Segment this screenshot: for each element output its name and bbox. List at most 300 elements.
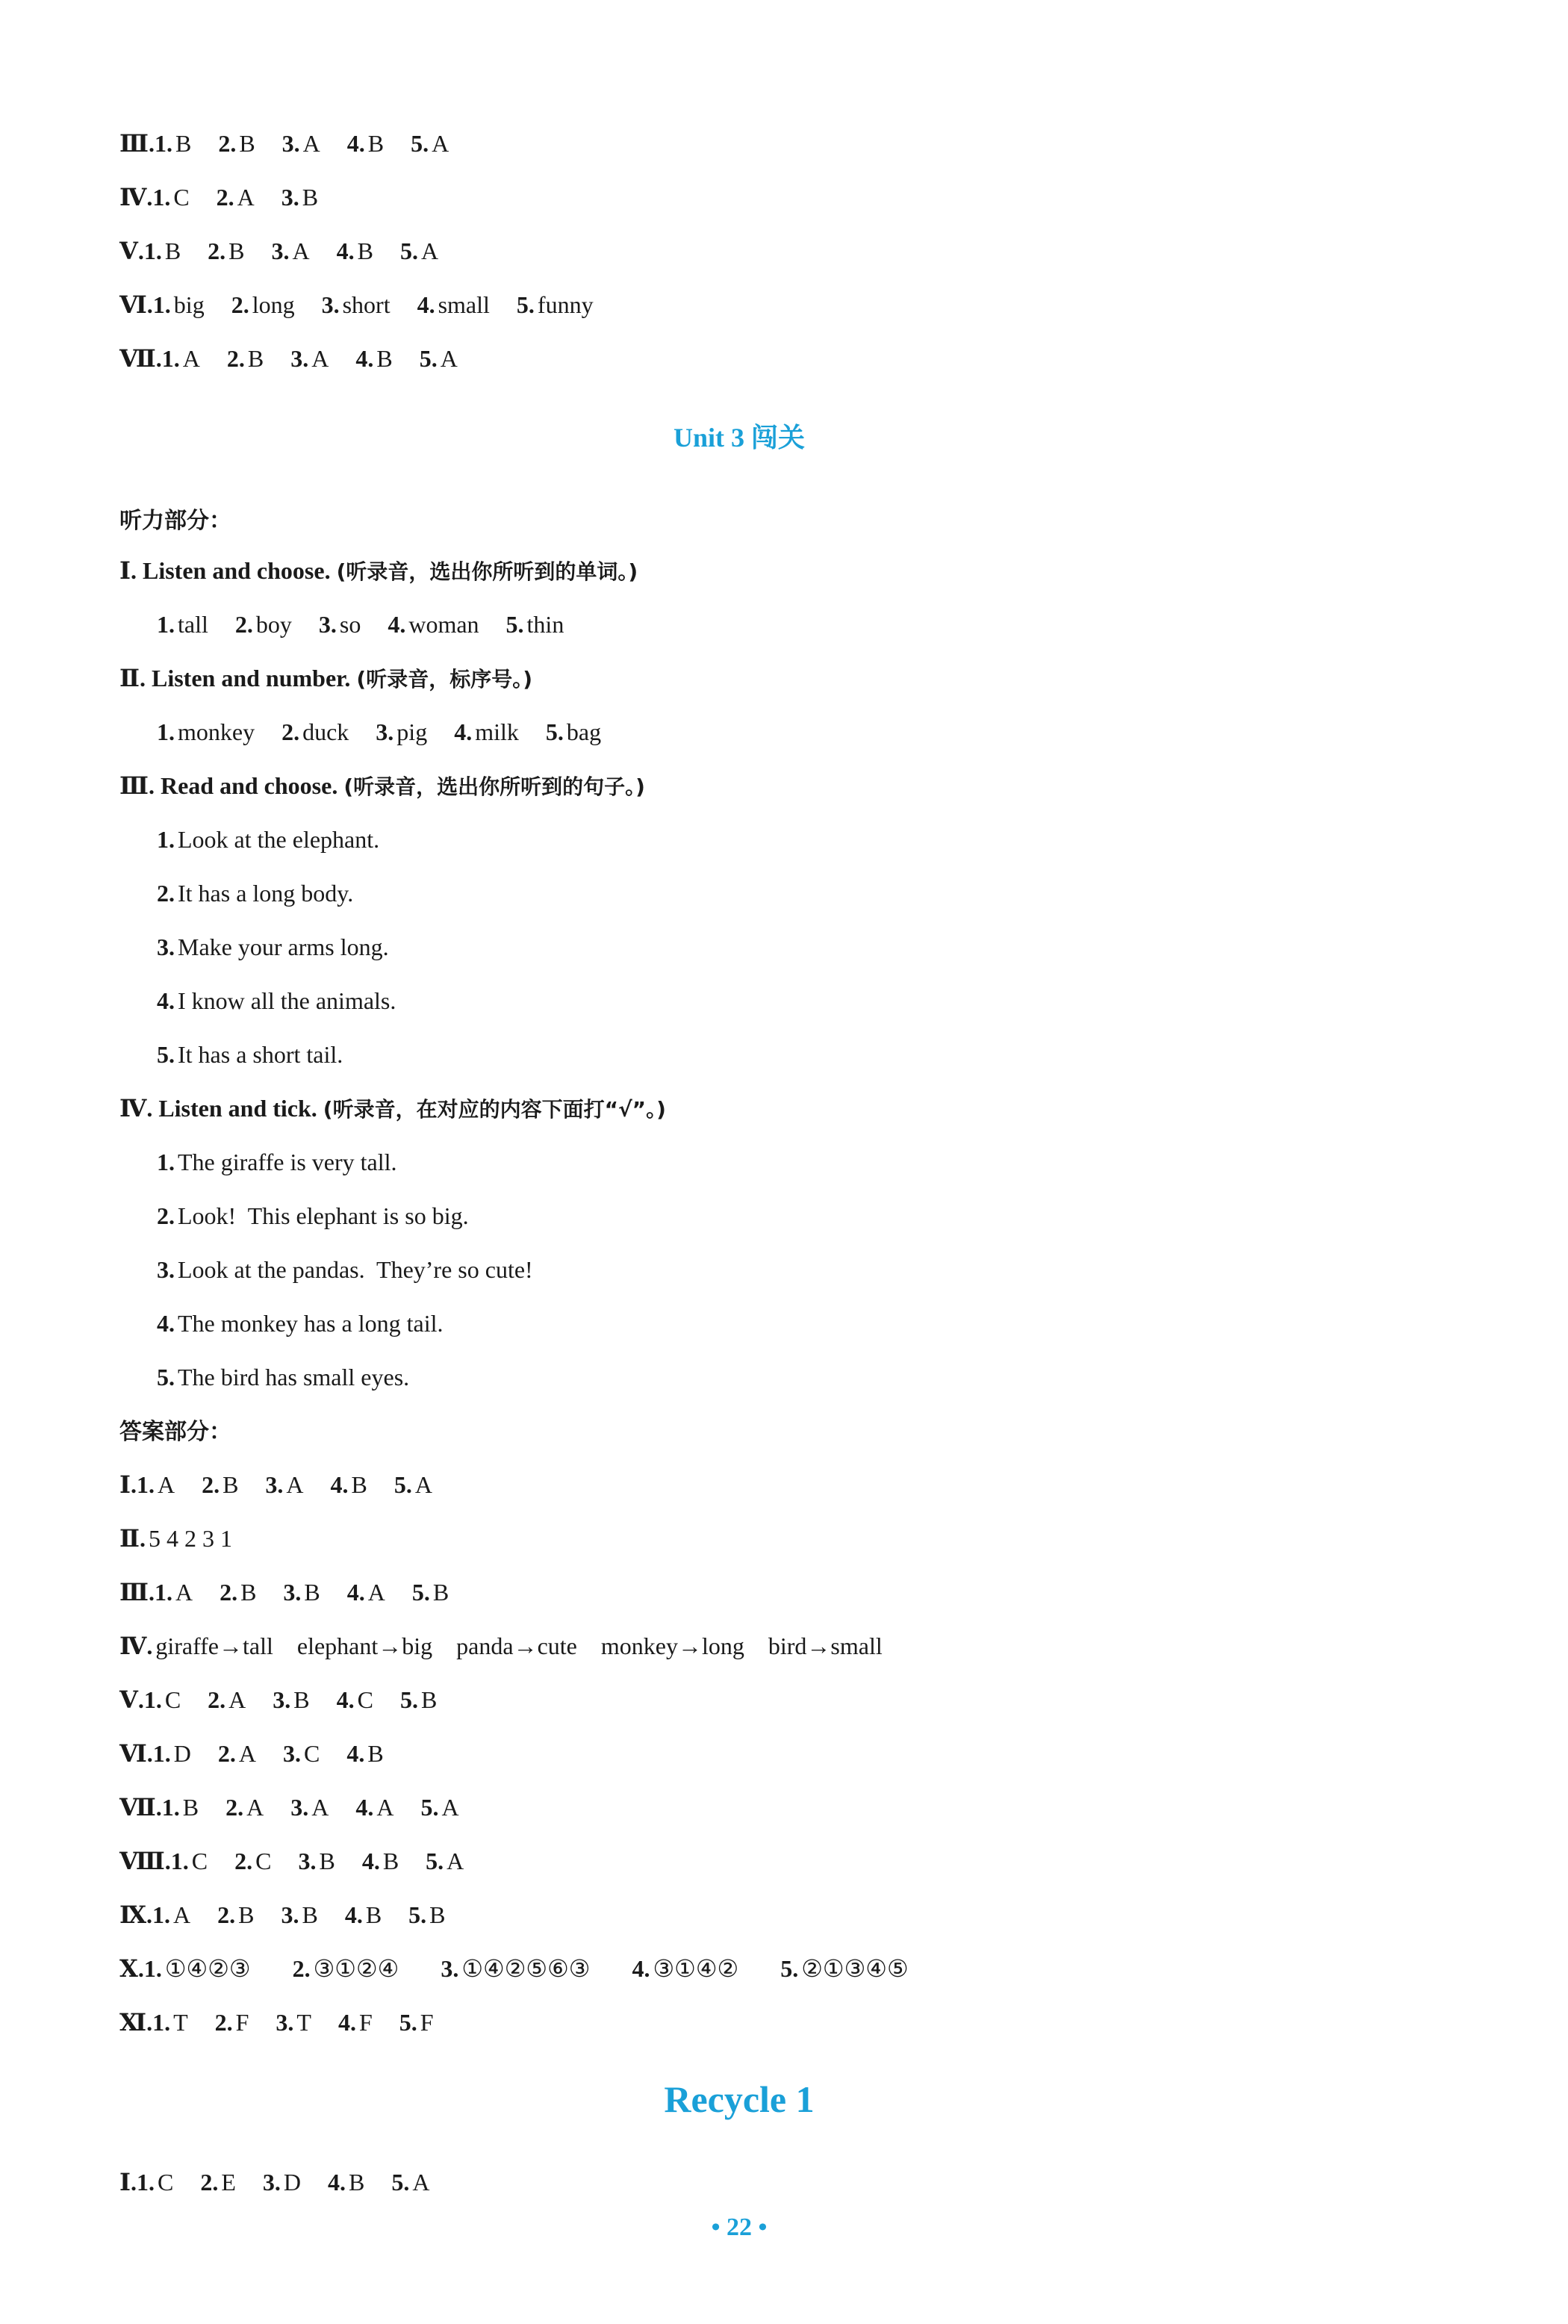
item-number: 4.: [355, 1794, 374, 1821]
answer-item: [293, 1948, 399, 1989]
item-answer: B: [365, 1901, 382, 1928]
roman-numeral: Ⅴ.: [119, 237, 144, 264]
item-number: 4.: [346, 130, 365, 157]
answer-item: [153, 284, 205, 326]
answer-item: [171, 1840, 208, 1882]
item-number: 4.: [632, 1955, 650, 1982]
item-number: 1.: [152, 184, 171, 211]
item-answer: B: [357, 237, 373, 264]
item-number: 1.: [143, 237, 162, 264]
item-answer: short: [342, 291, 391, 318]
item-answer: B: [367, 130, 385, 157]
answer-item: [137, 2161, 173, 2203]
answer-item: [208, 1679, 246, 1721]
item-answer: F: [420, 2009, 434, 2036]
answer-item: [283, 1571, 320, 1613]
item-answer: long: [252, 291, 295, 318]
answer-item: [152, 1894, 190, 1936]
answer-item: [215, 2001, 249, 2043]
answer-item: [400, 230, 438, 272]
answer-line: [119, 338, 485, 379]
item-answer: F: [358, 2009, 373, 2036]
sentence-number: 1.: [157, 1149, 175, 1175]
answer-item: [272, 230, 310, 272]
item-number: 2.: [218, 130, 237, 157]
answer-item: [290, 1786, 329, 1828]
answer-item: [417, 284, 490, 326]
item-answer: B: [429, 1901, 446, 1928]
answer-line: [119, 1786, 486, 1828]
item-answer: B: [164, 237, 181, 264]
answer-item: [362, 1840, 399, 1882]
item-answer: A: [440, 345, 458, 372]
answer-item: [420, 338, 458, 379]
item-number: 1.: [170, 1848, 189, 1874]
roman-numeral: Ⅶ.: [119, 345, 162, 372]
answer-item: [152, 2001, 188, 2043]
answer-item: [281, 711, 349, 753]
answer-item: [234, 1840, 271, 1882]
sentence-line: [157, 818, 379, 860]
sentence-line: [157, 1034, 343, 1075]
item-answer: B: [367, 1740, 384, 1767]
item-number: 3.: [276, 2009, 294, 2036]
item-number: 5.: [780, 1955, 799, 1982]
item-number: 3.: [290, 345, 309, 372]
answer-line: [119, 1571, 476, 1613]
answer-item: [144, 230, 181, 272]
item-answer: C: [164, 1686, 181, 1713]
item-answer: A: [157, 1471, 175, 1498]
answer-item: [399, 2001, 434, 2043]
item-answer: F: [235, 2009, 249, 2036]
sentence-text: The monkey has a long tail.: [178, 1310, 444, 1337]
item-number: 2.: [200, 2169, 219, 2196]
item-number: 4.: [336, 1686, 355, 1713]
item-answer: B: [240, 1579, 257, 1606]
answer-line: [119, 284, 620, 326]
item-answer: small: [438, 291, 490, 318]
item-answer: B: [351, 1471, 367, 1498]
item-answer: A: [311, 345, 329, 372]
answer-item: [155, 122, 191, 164]
item-answer: B: [238, 1901, 255, 1928]
item-number: 5.: [426, 1848, 444, 1874]
answer-line: [119, 2001, 461, 2043]
item-number: 3.: [281, 130, 300, 157]
roman-numeral: Ⅷ.: [119, 1848, 171, 1874]
answer-item: [235, 603, 292, 645]
item-number: 2.: [226, 345, 245, 372]
answer-item: [632, 1948, 738, 1989]
item-number: 2.: [234, 1848, 253, 1874]
roman-numeral: Ⅹ.: [119, 1955, 144, 1982]
sentence-text: The giraffe is very tall.: [178, 1149, 397, 1175]
item-number: 2.: [217, 1740, 236, 1767]
sentence-number: 3.: [157, 933, 175, 960]
item-answer: tall: [178, 611, 208, 638]
item-answer: B: [304, 1579, 320, 1606]
item-number: 3.: [321, 291, 340, 318]
roman-numeral: Ⅴ.: [119, 1686, 144, 1713]
answer-line: [119, 1948, 951, 1989]
answer-item: [338, 2001, 373, 2043]
answer-item: [322, 284, 391, 326]
item-answer: A: [292, 237, 310, 264]
item-number: 2.: [225, 1794, 244, 1821]
item-number: 4.: [388, 611, 406, 638]
answer-item: [420, 1786, 458, 1828]
item-number: 2.: [208, 1686, 226, 1713]
sentence-text: It has a short tail.: [178, 1041, 343, 1068]
sentence-text: Make your arms long.: [178, 933, 389, 960]
section-1-instruction-cn: (听录音，选出你所听到的单词。): [336, 559, 638, 584]
item-answer: B: [302, 184, 319, 211]
item-answer: A: [311, 1794, 329, 1821]
answer-text: 5 4 2 3 1: [148, 1525, 232, 1552]
answer-item: [157, 603, 208, 645]
item-number: 5.: [420, 1794, 439, 1821]
sentence-text: It has a long body.: [178, 880, 354, 907]
answer-item: [283, 1733, 320, 1774]
sentence-line: [157, 1195, 469, 1237]
item-number: 5.: [391, 2169, 410, 2196]
answer-item: [328, 2161, 364, 2203]
answer-item: [411, 122, 449, 164]
item-number: 2.: [214, 2009, 233, 2036]
item-number: 4.: [337, 2009, 356, 2036]
answer-item: [426, 1840, 464, 1882]
item-number: 2.: [231, 291, 249, 318]
item-answer: T: [296, 2009, 311, 2036]
item-number: 1.: [157, 718, 175, 745]
answer-item: [273, 1679, 309, 1721]
answer-item: [217, 1894, 254, 1936]
answer-item: [153, 1733, 191, 1774]
answer-item: [346, 1733, 383, 1774]
answer-item: [200, 2161, 236, 2203]
item-number: 5.: [393, 1471, 412, 1498]
answer-item: [282, 122, 320, 164]
item-answer: D: [173, 1740, 191, 1767]
answer-item: [152, 176, 189, 218]
answer-item: [137, 1464, 175, 1506]
item-answer: monkey: [178, 718, 255, 745]
answer-item: [218, 1733, 256, 1774]
item-number: 4.: [330, 1471, 349, 1498]
answer-item: [337, 230, 373, 272]
item-number: 3.: [298, 1848, 317, 1874]
item-number: 5.: [411, 1579, 430, 1606]
item-number: 2.: [208, 237, 226, 264]
item-number: 3.: [441, 1955, 459, 1982]
item-number: 1.: [136, 1471, 155, 1498]
item-answer: A: [420, 237, 439, 264]
answer-line: [119, 2161, 456, 2203]
item-answer: C: [357, 1686, 373, 1713]
sentence-number: 2.: [157, 880, 175, 907]
item-number: 5.: [545, 718, 564, 745]
item-number: 5.: [399, 2009, 417, 2036]
answer-line: [119, 1679, 464, 1721]
item-number: 3.: [283, 1579, 302, 1606]
item-answer: ②①③④⑤: [801, 1955, 909, 1982]
item-number: 1.: [154, 1579, 172, 1606]
item-answer: C: [304, 1740, 320, 1767]
item-number: 2.: [220, 1579, 238, 1606]
item-answer: big: [173, 291, 205, 318]
item-answer: A: [175, 1579, 193, 1606]
answer-item: [331, 1464, 367, 1506]
item-number: 3.: [283, 1740, 302, 1767]
answer-line: [119, 1840, 491, 1882]
answer-item: [231, 284, 295, 326]
answer-item: [155, 1571, 193, 1613]
answer-item: [546, 711, 601, 753]
item-answer: C: [157, 2169, 174, 2196]
item-answer: ①④②⑤⑥③: [461, 1955, 591, 1982]
answer-item: [345, 1894, 382, 1936]
answer-item: [355, 338, 392, 379]
item-answer: T: [173, 2009, 188, 2036]
item-answer: B: [348, 2169, 365, 2196]
sentence-number: 4.: [157, 1310, 175, 1337]
answer-item: [391, 2161, 429, 2203]
answer-item: [227, 338, 264, 379]
item-answer: A: [376, 1794, 394, 1821]
answer-item: [347, 1571, 385, 1613]
item-answer: duck: [302, 718, 349, 745]
answer-item: [265, 1464, 303, 1506]
item-answer: A: [414, 1471, 432, 1498]
item-answer: B: [432, 1579, 449, 1606]
sentence-number: 5.: [157, 1041, 175, 1068]
item-answer: B: [247, 345, 264, 372]
item-answer: A: [182, 345, 200, 372]
item-answer: bag: [566, 718, 602, 745]
item-number: 1.: [152, 1740, 171, 1767]
item-answer: B: [223, 1471, 239, 1498]
listening-header: [119, 499, 231, 541]
item-answer: A: [237, 184, 255, 211]
section-1-instruction: Listen and choose.: [142, 557, 331, 584]
sentence-line: [157, 926, 389, 968]
answer-item: [506, 603, 564, 645]
answer-item: [400, 1679, 437, 1721]
section-1-heading: Ⅰ. Listen and choose. (听录音，选出你所听到的单词。): [119, 557, 638, 584]
item-answer: B: [228, 237, 245, 264]
sentence-number: 4.: [157, 987, 175, 1014]
section-2-items: [157, 711, 628, 753]
answer-item: [157, 711, 255, 753]
roman-numeral: Ⅰ.: [119, 1471, 137, 1498]
item-answer: B: [319, 1848, 335, 1874]
page-number: • 22 •: [711, 2213, 768, 2241]
sentence-number: 1.: [157, 826, 175, 853]
section-3-instruction: Read and choose.: [160, 772, 338, 799]
sentence-line: [157, 872, 353, 914]
item-number: 4.: [327, 2169, 346, 2196]
section-4-numeral: Ⅳ: [119, 1095, 147, 1122]
item-answer: A: [367, 1579, 385, 1606]
answer-item: [394, 1464, 432, 1506]
answers-header: [119, 1410, 231, 1452]
roman-numeral: Ⅶ.: [119, 1794, 162, 1821]
item-answer: C: [255, 1848, 272, 1874]
item-number: 3.: [318, 611, 337, 638]
unit-title: Unit 3 闯关: [673, 423, 805, 453]
listening-header-text: 听力部分：: [119, 508, 231, 534]
section-2-instruction-cn: (听录音，标序号。): [356, 667, 533, 692]
item-answer: A: [302, 130, 320, 157]
item-number: 4.: [361, 1848, 380, 1874]
item-answer: B: [239, 130, 255, 157]
item-answer: B: [420, 1686, 438, 1713]
sentence-line: [157, 1249, 533, 1290]
item-number: 3.: [265, 1471, 284, 1498]
item-answer: B: [182, 1794, 199, 1821]
item-number: 4.: [355, 345, 374, 372]
item-answer: ③①②④: [313, 1955, 399, 1982]
item-number: 3.: [290, 1794, 309, 1821]
item-number: 1.: [136, 2169, 155, 2196]
item-answer: ③①④②: [653, 1955, 739, 1982]
answer-item: [263, 2161, 301, 2203]
item-number: 3.: [281, 184, 299, 211]
item-answer: B: [293, 1686, 310, 1713]
answer-item: [276, 2001, 311, 2043]
sentence-number: 2.: [157, 1202, 175, 1229]
answer-item: [208, 230, 244, 272]
item-number: 3.: [262, 2169, 281, 2196]
answer-item: [412, 1571, 449, 1613]
answer-item: [218, 122, 255, 164]
answer-item: [144, 1679, 181, 1721]
section-4-instruction: Listen and tick.: [158, 1095, 317, 1122]
answer-item: [202, 1464, 238, 1506]
answer-text: giraffe→tall elephant→big panda→cute monkey→long bird→small: [155, 1632, 883, 1659]
answer-item: [780, 1948, 908, 1989]
item-number: 5.: [505, 611, 524, 638]
item-number: 5.: [516, 291, 535, 318]
item-number: 2.: [216, 184, 234, 211]
item-answer: A: [441, 1794, 459, 1821]
roman-numeral: Ⅰ.: [119, 2169, 137, 2196]
section-1-items: [157, 603, 591, 645]
item-number: 1.: [161, 345, 180, 372]
item-answer: so: [339, 611, 361, 638]
item-answer: B: [382, 1848, 399, 1874]
answer-line: [119, 1894, 473, 1936]
section-4-instruction-cn: (听录音，在对应的内容下面打“√”。): [323, 1097, 666, 1122]
answer-item: [144, 1948, 251, 1989]
item-number: 5.: [408, 1901, 427, 1928]
answer-item: [376, 711, 427, 753]
answer-item: [162, 1786, 199, 1828]
answer-item: [225, 1786, 264, 1828]
item-number: 3.: [376, 718, 394, 745]
item-number: 4.: [346, 1579, 365, 1606]
item-number: 3.: [273, 1686, 291, 1713]
answer-item: [220, 1571, 256, 1613]
item-answer: woman: [408, 611, 479, 638]
item-answer: A: [246, 1794, 264, 1821]
answer-line: [119, 122, 476, 164]
item-answer: C: [191, 1848, 208, 1874]
item-answer: boy: [255, 611, 292, 638]
answer-item: [355, 1786, 393, 1828]
item-answer: C: [173, 184, 190, 211]
sentence-text: I know all the animals.: [178, 987, 396, 1014]
recycle-title: Recycle 1: [664, 2078, 815, 2120]
item-number: 4.: [336, 237, 355, 264]
sentence-line: [157, 1141, 397, 1183]
answer-item: [517, 284, 594, 326]
sentence-text: Look! This elephant is so big.: [178, 1202, 469, 1229]
item-number: 4.: [417, 291, 435, 318]
sentence-text: Look at the pandas. They’re so cute!: [178, 1256, 533, 1283]
roman-numeral: Ⅸ.: [119, 1901, 153, 1928]
item-answer: ①④②③: [164, 1955, 251, 1982]
item-answer: A: [238, 1740, 257, 1767]
answer-item: [408, 1894, 445, 1936]
sentence-line: [157, 980, 396, 1022]
answer-item: [290, 338, 329, 379]
answer-line: [119, 176, 345, 218]
item-number: 1.: [143, 1686, 162, 1713]
answer-item: [281, 176, 318, 218]
roman-numeral: Ⅳ.: [119, 184, 153, 211]
item-answer: A: [173, 1901, 191, 1928]
item-number: 3.: [281, 1901, 299, 1928]
answer-item: [217, 176, 255, 218]
item-number: 2.: [217, 1901, 236, 1928]
section-2-instruction: Listen and number.: [151, 665, 351, 692]
item-answer: E: [221, 2169, 236, 2196]
roman-numeral: Ⅺ.: [119, 2009, 153, 2036]
item-number: 4.: [344, 1901, 363, 1928]
answer-line: [119, 1625, 883, 1667]
section-3-heading: Ⅲ. Read and choose. (听录音，选出你所听到的句子。): [119, 772, 645, 799]
item-answer: D: [283, 2169, 301, 2196]
sentence-number: 5.: [157, 1364, 175, 1391]
answer-item: [454, 711, 519, 753]
item-number: 4.: [454, 718, 473, 745]
section-3-instruction-cn: (听录音，选出你所听到的句子。): [343, 774, 645, 799]
roman-numeral: Ⅳ.: [119, 1632, 153, 1659]
item-answer: A: [412, 2169, 430, 2196]
answer-line: [119, 1464, 459, 1506]
section-2-heading: Ⅱ. Listen and number. (听录音，标序号。): [119, 665, 533, 692]
answer-item: [298, 1840, 335, 1882]
answer-item: [337, 1679, 373, 1721]
item-number: 2.: [292, 1955, 311, 1982]
item-answer: A: [447, 1848, 464, 1874]
answer-line: [119, 1517, 232, 1559]
item-number: 1.: [152, 1901, 171, 1928]
item-number: 4.: [346, 1740, 365, 1767]
roman-numeral: Ⅵ.: [119, 291, 153, 318]
sentence-line: [157, 1356, 409, 1398]
sentence-text: The bird has small eyes.: [178, 1364, 410, 1391]
item-answer: funny: [537, 291, 594, 318]
section-2-numeral: Ⅱ: [119, 665, 140, 692]
roman-numeral: Ⅲ.: [119, 1579, 155, 1606]
sentence-text: Look at the elephant.: [178, 826, 380, 853]
item-number: 5.: [411, 130, 429, 157]
item-number: 2.: [202, 1471, 220, 1498]
answer-item: [347, 122, 384, 164]
